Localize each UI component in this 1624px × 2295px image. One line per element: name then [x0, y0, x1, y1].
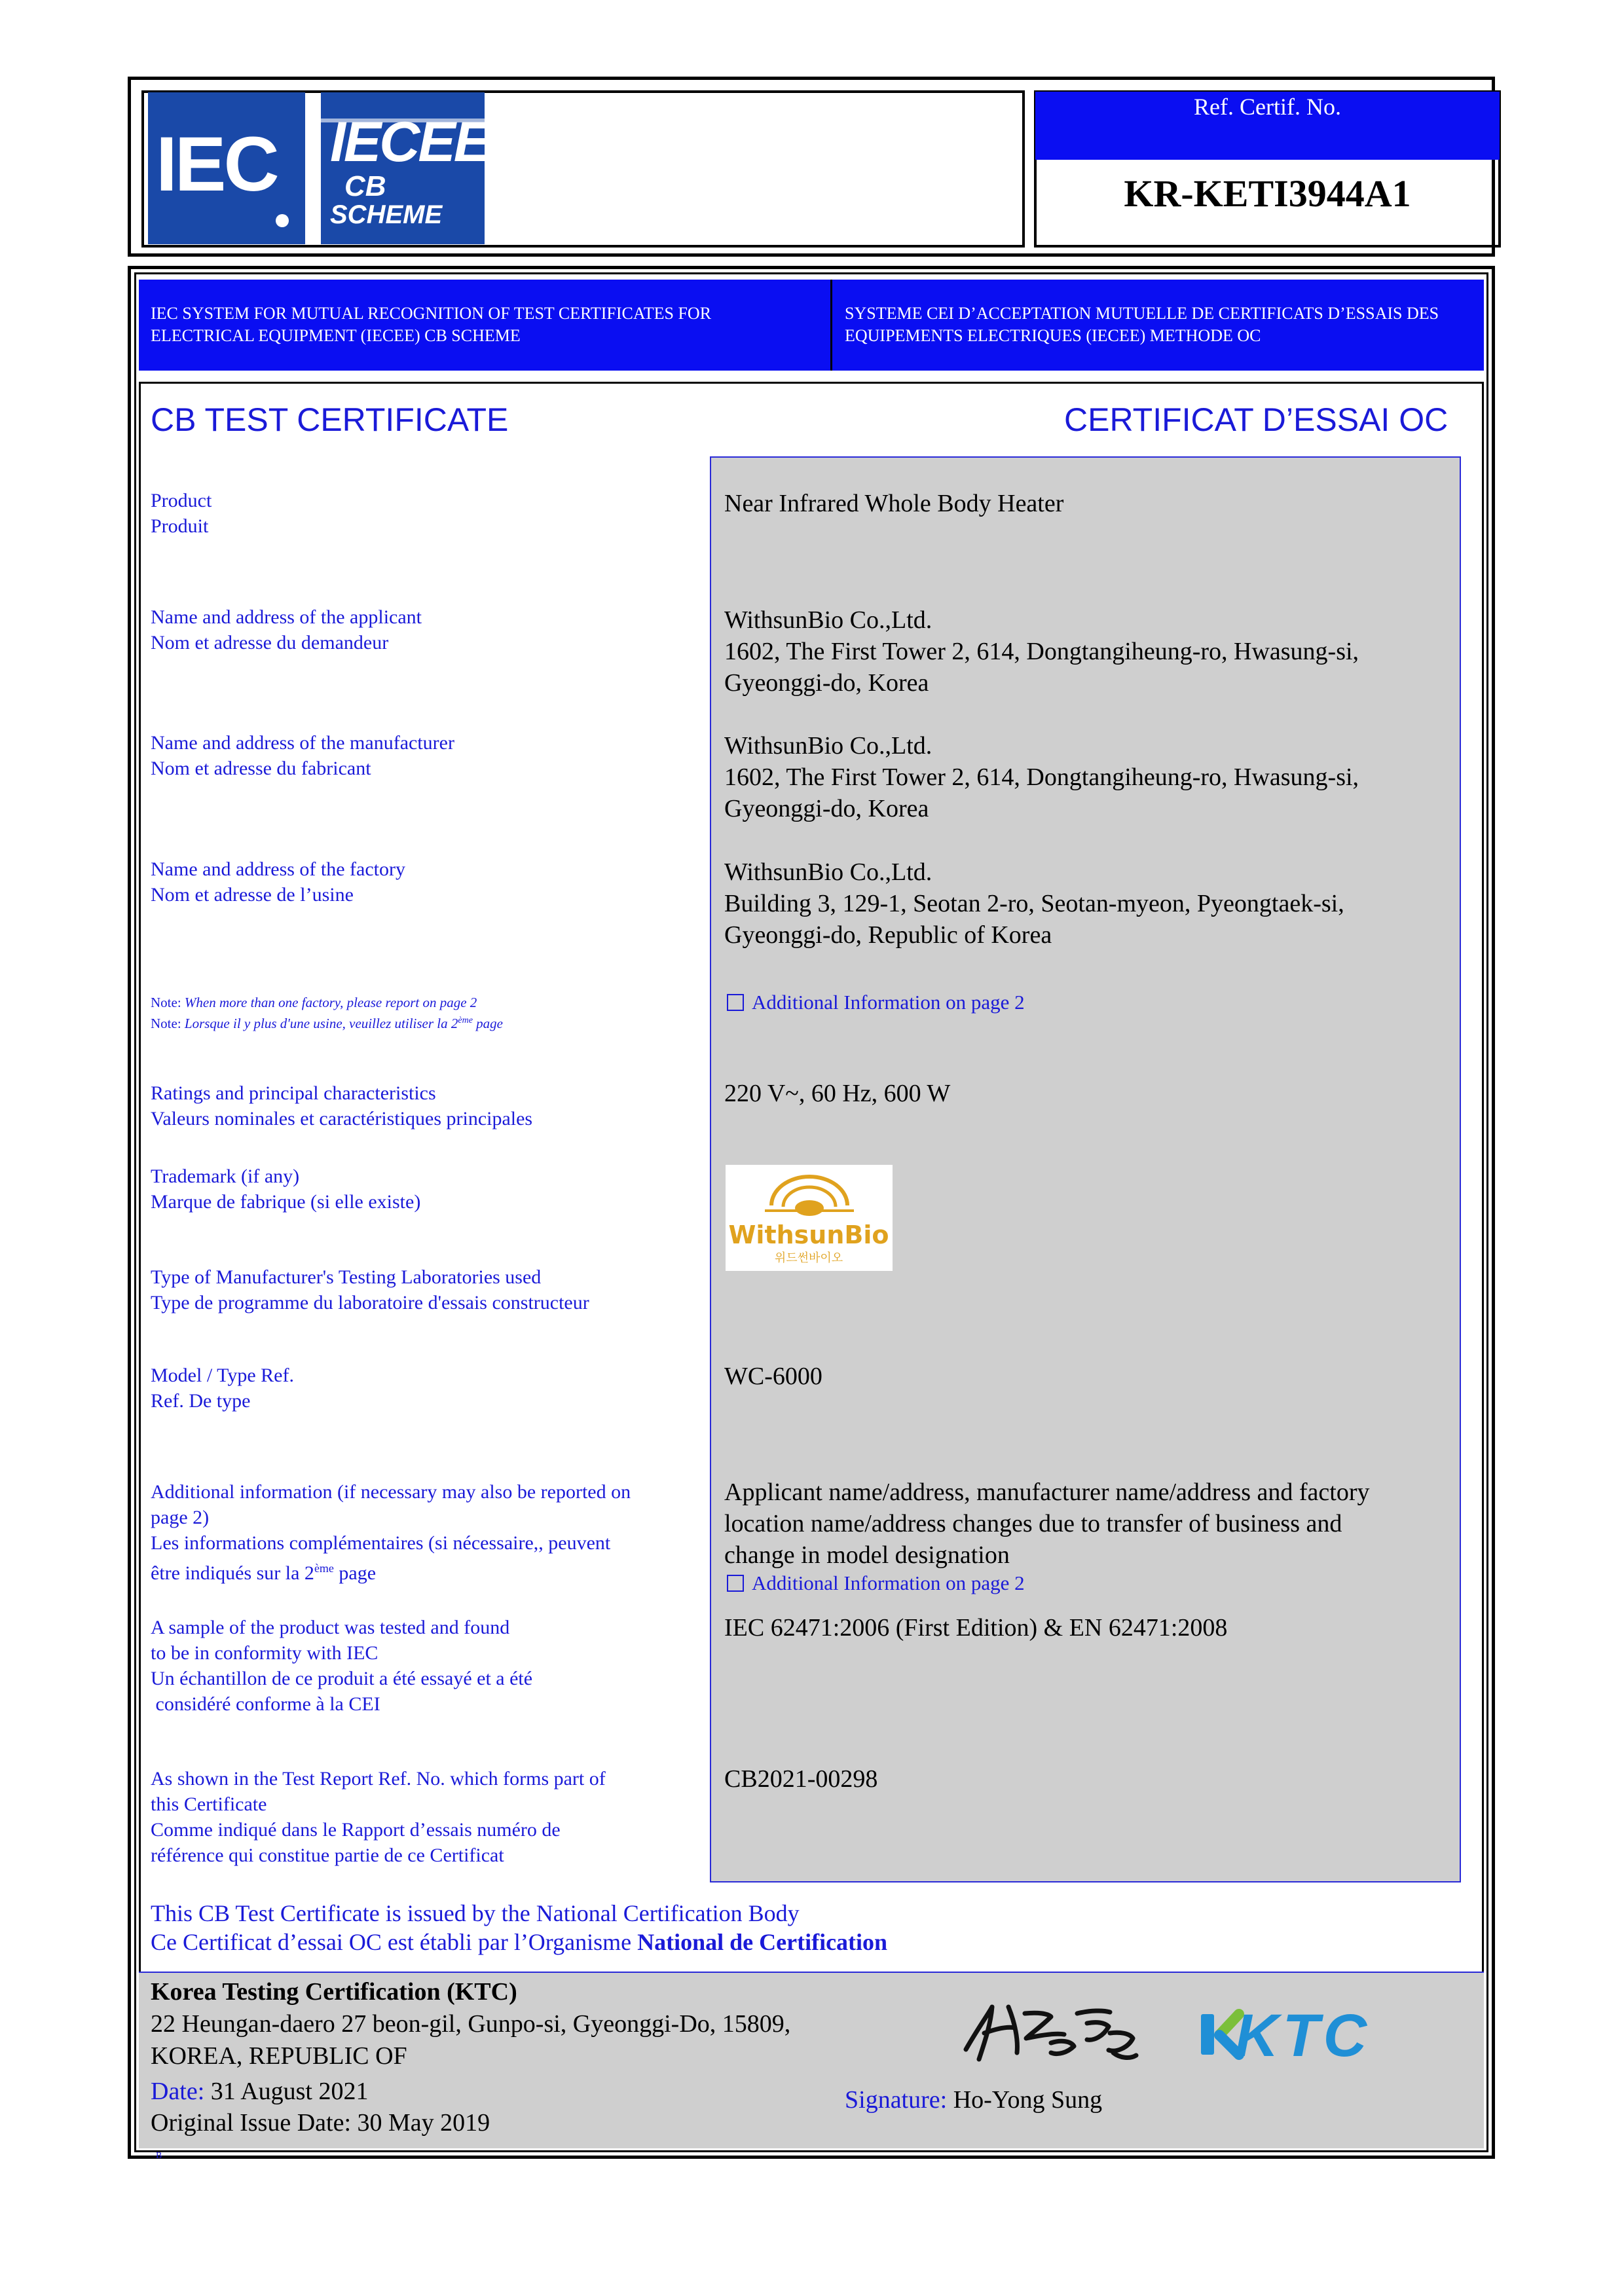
- ratings-label: Ratings and principal characteristics Valeurs nominales et caractéristiques principales: [151, 1082, 533, 1129]
- scheme-title-fr: SYSTEME CEI D’ACCEPTATION MUTUELLE DE CERTIFICATS D’ESSAIS DES EQUIPEMENTS ELECTRIQUES (IECEE) METHODE OC: [845, 304, 1439, 345]
- iec-logo-text: IEC: [156, 121, 277, 208]
- checkbox-icon[interactable]: [727, 994, 744, 1011]
- report-value: CB2021-00298: [724, 1765, 878, 1793]
- iecee-logo-line-2: CB: [344, 170, 386, 202]
- report-label: As shown in the Test Report Ref. No. which forms part of this Certificate Comme indiqué dans le Rapport d’essais numéro de référence qui constitue partie de ce Certificat: [151, 1768, 606, 1866]
- issuer-address: 22 Heungan-daero 27 beon-gil, Gunpo-si, Gyeonggi-Do, 15809, KOREA, REPUBLIC OF: [151, 2010, 791, 2070]
- applicant-label: Name and address of the applicant Nom et adresse du demandeur: [151, 606, 422, 653]
- issuer-name: Korea Testing Certification (KTC): [151, 1978, 517, 2006]
- issuing-body-statement: This CB Test Certificate is issued by the National Certification Body Ce Certificat d’essai OC est établi par l’Organisme National de Certification: [151, 1900, 888, 1955]
- certificate-title-fr: CERTIFICAT D’ESSAI OC: [1064, 401, 1449, 438]
- band-divider: [830, 280, 832, 371]
- signature-line: Signature: Ho-Yong Sung: [845, 2086, 1103, 2114]
- certificate-title-en: CB TEST CERTIFICATE: [151, 401, 509, 438]
- applicant-value: WithsunBio Co.,Ltd. 1602, The First Tower 2, 614, Dongtangiheung-ro, Hwasung-si, Gyeonggi-do, Korea: [724, 606, 1359, 697]
- product-value: Near Infrared Whole Body Heater: [724, 490, 1064, 517]
- iecee-logo-line-3: SCHEME: [330, 200, 443, 229]
- iec-logo: [148, 92, 305, 244]
- product-label: Product Produit: [151, 490, 212, 537]
- factory-label: Name and address of the factory Nom et adresse de l’usine: [151, 858, 406, 906]
- original-issue-date: Original Issue Date: 30 May 2019: [151, 2109, 490, 2137]
- standard-value: IEC 62471:2006 (First Edition) & EN 62471:2008: [724, 1614, 1228, 1642]
- trademark-logo: [726, 1165, 893, 1271]
- trademark-logo-subtext: 위드썬바이오: [774, 1251, 843, 1265]
- additional-info-value: Applicant name/address, manufacturer name/address and factory location name/address changes due to transfer of business and change in model designation: [724, 1478, 1370, 1569]
- ref-certificate-number: KR-KETI3944A1: [1124, 172, 1411, 215]
- trademark-label: Trademark (if any) Marque de fabrique (si elle existe): [151, 1166, 421, 1213]
- handwritten-signature: [953, 1987, 1149, 2072]
- factory-additional-info-checkbox[interactable]: Additional Information on page 2: [727, 991, 1025, 1014]
- issue-date: Date: 31 August 2021: [151, 2078, 369, 2105]
- ktc-logo-text: KTC: [1235, 2002, 1371, 2069]
- additional-info-checkbox[interactable]: Additional Information on page 2: [727, 1571, 1025, 1595]
- footer-mark: B: [156, 2151, 162, 2161]
- scheme-title-en: IEC SYSTEM FOR MUTUAL RECOGNITION OF TEST CERTIFICATES FOR ELECTRICAL EQUIPMENT (IECEE) CB SCHEME: [151, 304, 712, 345]
- iecee-logo-line-1: IECEE: [330, 111, 485, 174]
- manufacturer-label: Name and address of the manufacturer Nom et adresse du fabricant: [151, 732, 454, 779]
- additional-info-label: Additional information (if necessary may also be reported on page 2) Les informations complémentaires (si nécessaire,, peuvent être indiqués sur la 2ème page: [151, 1481, 631, 1584]
- model-label: Model / Type Ref. Ref. De type: [151, 1365, 294, 1412]
- factory-value: WithsunBio Co.,Ltd. Building 3, 129-1, Seotan 2-ro, Seotan-myeon, Pyeongtaek-si, Gyeonggi-do, Republic of Korea: [724, 858, 1344, 949]
- model-value: WC-6000: [724, 1363, 822, 1390]
- iecee-cb-scheme-logo: [321, 92, 485, 244]
- manufacturer-value: WithsunBio Co.,Ltd. 1602, The First Tower 2, 614, Dongtangiheung-ro, Hwasung-si, Gyeonggi-do, Korea: [724, 732, 1359, 822]
- standard-label: A sample of the product was tested and found to be in conformity with IEC Un échantillon de ce produit a été essayé et a été considéré conforme à la CEI: [151, 1617, 533, 1715]
- trademark-logo-text: WithsunBio: [728, 1221, 889, 1249]
- checkbox-icon[interactable]: [727, 1575, 744, 1592]
- lab-type-label: Type of Manufacturer's Testing Laboratories used Type de programme du laboratoire d'essais constructeur: [151, 1266, 589, 1313]
- ref-certificate-label: Ref. Certif. No.: [1194, 94, 1341, 120]
- factory-note: Note: When more than one factory, please report on page 2 Note: Lorsque il y plus d'une usine, veuillez utiliser la 2ème page: [151, 995, 503, 1031]
- ktc-logo: [1192, 1997, 1454, 2069]
- ratings-value: 220 V~, 60 Hz, 600 W: [724, 1080, 951, 1107]
